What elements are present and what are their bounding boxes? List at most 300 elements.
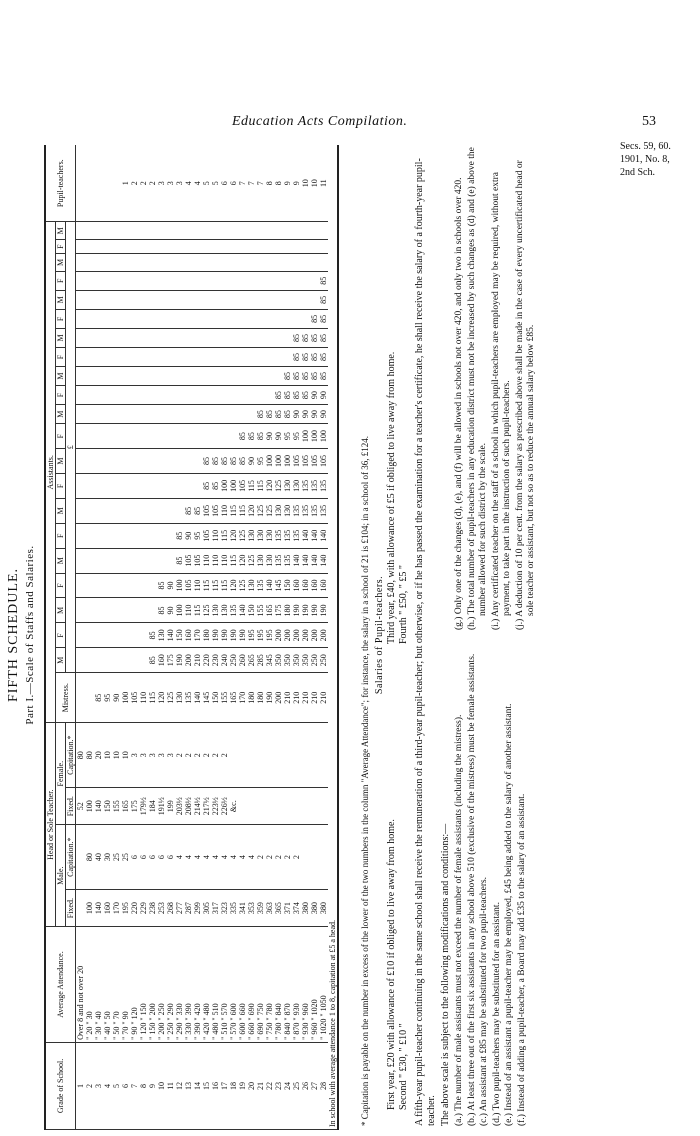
assistant-col-f: F bbox=[56, 573, 66, 598]
assistant-salary-cell bbox=[238, 347, 247, 366]
assistant-salary-cell bbox=[103, 222, 112, 240]
assistant-salary-cell bbox=[256, 254, 265, 272]
male-header: Male. bbox=[56, 825, 66, 927]
assistant-salary-cell bbox=[148, 328, 157, 347]
assistant-salary-cell bbox=[121, 548, 130, 573]
assistant-salary-cell bbox=[265, 240, 274, 254]
assistant-salary-cell bbox=[274, 271, 283, 290]
assistant-salary-cell bbox=[265, 309, 274, 328]
assistant-salary-cell bbox=[121, 347, 130, 366]
assistant-salary-cell bbox=[256, 309, 265, 328]
assistant-salary-cell bbox=[139, 386, 148, 405]
male-fixed-cell: 335 bbox=[229, 890, 238, 927]
assistant-salary-cell bbox=[157, 449, 166, 474]
assistant-col-m: M bbox=[56, 254, 66, 272]
assistant-salary-cell: 135 bbox=[301, 498, 310, 523]
grade-cell: 8 bbox=[139, 1042, 148, 1129]
assistant-salary-cell: 150 bbox=[247, 598, 256, 623]
pupil-teacher-count-cell: 11 bbox=[319, 145, 328, 222]
assistant-salary-cell: 130 bbox=[211, 598, 220, 623]
pupil-teacher-count-cell bbox=[94, 145, 103, 222]
assistant-salary-cell bbox=[94, 523, 103, 548]
assistant-salary-cell bbox=[94, 573, 103, 598]
assistant-salary-cell bbox=[103, 573, 112, 598]
pupil-teacher-count-cell: 8 bbox=[265, 145, 274, 222]
assistant-salary-cell bbox=[166, 347, 175, 366]
assistant-salary-cell bbox=[166, 254, 175, 272]
assistant-salary-cell: 135 bbox=[274, 523, 283, 548]
assistant-salary-cell bbox=[184, 309, 193, 328]
female-fixed-cell bbox=[247, 788, 256, 825]
assistant-salary-cell: 190 bbox=[292, 598, 301, 623]
assistant-salary-cell: 85 bbox=[319, 367, 328, 386]
assistant-salary-cell: 85 bbox=[148, 623, 157, 648]
assistant-salary-cell bbox=[148, 347, 157, 366]
assistant-salary-cell bbox=[193, 367, 202, 386]
assistant-salary-cell bbox=[148, 405, 157, 424]
assistant-col-f: F bbox=[56, 473, 66, 498]
assistant-salary-cell: 160 bbox=[184, 623, 193, 648]
female-fixed-cell: 140 bbox=[94, 788, 103, 825]
assistant-salary-cell: 135 bbox=[319, 498, 328, 523]
assistant-salary-cell: 135 bbox=[256, 573, 265, 598]
assistant-salary-cell: 190 bbox=[319, 598, 328, 623]
assistant-salary-cell: 200 bbox=[310, 623, 319, 648]
assistant-salary-cell bbox=[193, 449, 202, 474]
assistant-salary-cell bbox=[220, 254, 229, 272]
assistant-salary-cell bbox=[238, 309, 247, 328]
grade-cell: 23 bbox=[274, 1042, 283, 1129]
assistant-salary-cell bbox=[121, 424, 130, 449]
assistant-salary-cell: 85 bbox=[319, 271, 328, 290]
assistant-salary-cell: 110 bbox=[220, 548, 229, 573]
assistant-salary-cell bbox=[220, 309, 229, 328]
assistant-salary-cell: 140 bbox=[166, 623, 175, 648]
assistant-salary-cell: 85 bbox=[310, 347, 319, 366]
assistant-salary-cell bbox=[193, 309, 202, 328]
pupil-teachers-header: Pupil-teachers. bbox=[45, 145, 76, 222]
male-capitation-cell: 2 bbox=[283, 825, 292, 890]
assistant-salary-cell bbox=[292, 309, 301, 328]
assistant-salary-cell bbox=[292, 222, 301, 240]
table-row bbox=[202, 145, 211, 1130]
assistant-salary-cell bbox=[76, 648, 86, 673]
male-capitation-cell: 6 bbox=[148, 825, 157, 890]
assistant-salary-cell bbox=[103, 386, 112, 405]
assistant-salary-cell bbox=[166, 290, 175, 309]
assistant-col-m: M bbox=[56, 548, 66, 573]
assistant-salary-cell bbox=[76, 254, 86, 272]
assistant-salary-cell bbox=[94, 271, 103, 290]
female-fixed-cell: 184 bbox=[148, 788, 157, 825]
assistant-salary-cell bbox=[220, 367, 229, 386]
assistant-salary-cell bbox=[274, 347, 283, 366]
assistant-salary-cell bbox=[175, 386, 184, 405]
attendance-cell: " 290 " 330 bbox=[175, 927, 184, 1043]
assistant-salary-cell bbox=[157, 347, 166, 366]
assistant-salary-cell bbox=[292, 254, 301, 272]
assistant-salary-cell: 265 bbox=[247, 648, 256, 673]
pupil-teacher-years-3-4 bbox=[386, 352, 410, 644]
pupil-teacher-count-cell bbox=[103, 145, 112, 222]
male-capitation-cell: 6 bbox=[130, 825, 139, 890]
assistant-salary-cell: 85 bbox=[319, 347, 328, 366]
assistant-salary-cell bbox=[85, 523, 94, 548]
assistant-salary-cell bbox=[121, 648, 130, 673]
assistant-salary-cell bbox=[76, 328, 86, 347]
female-capitation-cell bbox=[229, 723, 238, 788]
assistant-salary-cell: 195 bbox=[247, 623, 256, 648]
assistant-salary-cell: 130 bbox=[265, 548, 274, 573]
assistant-salary-cell bbox=[121, 367, 130, 386]
assistant-salary-cell: 115 bbox=[220, 573, 229, 598]
assistant-salary-cell bbox=[130, 498, 139, 523]
assistant-salary-cell: 125 bbox=[202, 598, 211, 623]
assistant-salary-cell bbox=[211, 271, 220, 290]
assistant-salary-cell bbox=[148, 523, 157, 548]
assistant-salary-cell: 120 bbox=[229, 573, 238, 598]
assistant-salary-cell: 130 bbox=[283, 473, 292, 498]
mistress-cell bbox=[85, 673, 94, 723]
assistant-salary-cell bbox=[220, 386, 229, 405]
assistant-salary-cell bbox=[184, 367, 193, 386]
assistant-salary-cell bbox=[94, 347, 103, 366]
mistress-cell: 200 bbox=[274, 673, 283, 723]
assistant-salary-cell bbox=[256, 222, 265, 240]
assistant-salary-cell bbox=[121, 222, 130, 240]
assistant-salary-cell: 140 bbox=[319, 548, 328, 573]
assistant-salary-cell bbox=[112, 498, 121, 523]
grade-cell: 6 bbox=[121, 1042, 130, 1129]
assistant-salary-cell bbox=[103, 523, 112, 548]
running-title: Education Acts Compilation. bbox=[232, 114, 408, 129]
assistant-salary-cell bbox=[85, 386, 94, 405]
male-capitation-cell: 4 bbox=[211, 825, 220, 890]
assistant-salary-cell bbox=[211, 290, 220, 309]
page-number: 53 bbox=[642, 114, 656, 129]
assistant-salary-cell bbox=[166, 309, 175, 328]
female-capitation-cell: 3 bbox=[166, 723, 175, 788]
male-fixed-cell: 140 bbox=[94, 890, 103, 927]
assistant-salary-cell: 115 bbox=[247, 473, 256, 498]
assistant-salary-cell bbox=[157, 290, 166, 309]
assistant-salary-cell bbox=[130, 290, 139, 309]
table-row bbox=[166, 145, 175, 1130]
assistant-salary-cell: 115 bbox=[193, 598, 202, 623]
assistant-salary-cell: 110 bbox=[220, 498, 229, 523]
assistant-salary-cell bbox=[157, 309, 166, 328]
assistant-salary-cell: 135 bbox=[274, 548, 283, 573]
female-fixed-cell: 208½ bbox=[184, 788, 193, 825]
assistant-salary-cell: 85 bbox=[220, 449, 229, 474]
female-fixed-cell bbox=[274, 788, 283, 825]
assistant-salary-cell bbox=[76, 598, 86, 623]
assistant-salary-cell bbox=[94, 548, 103, 573]
assistant-salary-cell bbox=[229, 240, 238, 254]
female-capitation-cell: 10 bbox=[121, 723, 130, 788]
mistress-cell: 210 bbox=[310, 673, 319, 723]
assistant-salary-cell: 85 bbox=[193, 498, 202, 523]
mistress-cell: 170 bbox=[238, 673, 247, 723]
side-note-line: 2nd Sch. bbox=[620, 167, 655, 178]
assistant-salary-cell bbox=[94, 367, 103, 386]
female-capitation-cell bbox=[256, 723, 265, 788]
assistant-salary-cell bbox=[283, 290, 292, 309]
assistant-salary-cell bbox=[166, 367, 175, 386]
assistant-salary-cell: 85 bbox=[301, 367, 310, 386]
assistant-salary-cell bbox=[220, 271, 229, 290]
schedule-subtitle: Part I.—Scale of Staffs and Salaries. bbox=[24, 545, 36, 725]
third-year-line: Third year, £40, with allowance of £5 if obliged to live away from home. bbox=[386, 351, 397, 644]
assistant-salary-cell bbox=[112, 473, 121, 498]
female-fixed-cell: 217½ bbox=[202, 788, 211, 825]
assistant-salary-cell bbox=[247, 290, 256, 309]
attendance-cell: " 840 " 870 bbox=[283, 927, 292, 1043]
assistant-salary-cell: 135 bbox=[283, 523, 292, 548]
assistant-salary-cell bbox=[76, 405, 86, 424]
assistant-salary-cell: 240 bbox=[220, 648, 229, 673]
female-capitation-cell bbox=[310, 723, 319, 788]
assistant-salary-cell: 100 bbox=[310, 424, 319, 449]
assistant-salary-cell bbox=[103, 449, 112, 474]
assistant-col-m: M bbox=[56, 648, 66, 673]
assistant-salary-cell: 190 bbox=[175, 648, 184, 673]
attendance-cell: " 960 " 1020 bbox=[310, 927, 319, 1043]
assistant-salary-cell: 90 bbox=[184, 523, 193, 548]
assistant-salary-cell bbox=[265, 386, 274, 405]
table-row bbox=[211, 145, 220, 1130]
assistant-salary-cell: 190 bbox=[310, 598, 319, 623]
assistant-salary-cell: 130 bbox=[256, 548, 265, 573]
assistant-salary-cell bbox=[319, 222, 328, 240]
assistant-salary-cell: 175 bbox=[166, 648, 175, 673]
assistant-salary-cell: 350 bbox=[292, 648, 301, 673]
assistant-salary-cell bbox=[94, 405, 103, 424]
assistant-salary-cell bbox=[76, 473, 86, 498]
assistant-salary-cell bbox=[157, 405, 166, 424]
assistant-salary-cell bbox=[76, 424, 86, 449]
assistant-salary-cell bbox=[121, 240, 130, 254]
assistant-salary-cell bbox=[130, 309, 139, 328]
grade-cell: 19 bbox=[238, 1042, 247, 1129]
assistant-salary-cell bbox=[85, 473, 94, 498]
female-fixed-cell bbox=[319, 788, 328, 825]
female-fixed-cell bbox=[256, 788, 265, 825]
assistant-salary-cell bbox=[184, 240, 193, 254]
assistant-salary-cell bbox=[139, 623, 148, 648]
male-fixed-cell: 374 bbox=[292, 890, 301, 927]
grade-cell: 3 bbox=[94, 1042, 103, 1129]
assistant-salary-cell: 85 bbox=[301, 386, 310, 405]
assistant-col-m: M bbox=[56, 498, 66, 523]
female-fixed-cell: 223½ bbox=[211, 788, 220, 825]
grade-cell: 13 bbox=[184, 1042, 193, 1129]
mistress-cell: 125 bbox=[166, 673, 175, 723]
assistant-salary-cell: 105 bbox=[319, 449, 328, 474]
assistant-col-m: M bbox=[56, 328, 66, 347]
assistant-salary-cell bbox=[112, 290, 121, 309]
assistant-salary-cell bbox=[103, 623, 112, 648]
assistant-salary-cell bbox=[112, 424, 121, 449]
assistant-salary-cell bbox=[166, 386, 175, 405]
assistant-salary-cell bbox=[130, 240, 139, 254]
assistant-salary-cell bbox=[256, 367, 265, 386]
assistant-salary-cell bbox=[157, 254, 166, 272]
mistress-cell: 120 bbox=[157, 673, 166, 723]
male-fixed-cell: 341 bbox=[238, 890, 247, 927]
female-capitation-cell: 80 bbox=[85, 723, 94, 788]
assistant-salary-cell bbox=[112, 523, 121, 548]
assistant-salary-cell bbox=[175, 405, 184, 424]
assistant-salary-cell bbox=[148, 598, 157, 623]
assistant-salary-cell: 130 bbox=[247, 523, 256, 548]
male-fixed-cell: 323 bbox=[220, 890, 229, 927]
assistant-salary-cell bbox=[157, 548, 166, 573]
assistant-salary-cell: 250 bbox=[310, 648, 319, 673]
assistant-salary-cell bbox=[220, 424, 229, 449]
assistant-salary-cell: 85 bbox=[238, 424, 247, 449]
table-row bbox=[76, 145, 86, 1130]
assistant-salary-cell: 85 bbox=[310, 309, 319, 328]
female-capitation-cell bbox=[319, 723, 328, 788]
assistant-salary-cell bbox=[211, 254, 220, 272]
assistant-salary-cell bbox=[193, 271, 202, 290]
assistant-salary-cell: 85 bbox=[247, 424, 256, 449]
assistant-salary-cell: 160 bbox=[157, 648, 166, 673]
mistress-cell: 165 bbox=[229, 673, 238, 723]
assistant-salary-cell bbox=[130, 386, 139, 405]
assistant-salary-cell bbox=[130, 648, 139, 673]
assistant-salary-cell bbox=[85, 548, 94, 573]
assistant-salary-cell bbox=[85, 222, 94, 240]
assistant-salary-cell bbox=[139, 573, 148, 598]
assistant-salary-cell bbox=[247, 309, 256, 328]
assistant-salary-cell: 135 bbox=[301, 473, 310, 498]
assistant-salary-cell bbox=[166, 328, 175, 347]
assistant-salary-cell bbox=[202, 424, 211, 449]
female-fixed-cell: 226½ bbox=[220, 788, 229, 825]
assistant-salary-cell bbox=[76, 548, 86, 573]
pupil-teacher-count-cell: 7 bbox=[247, 145, 256, 222]
assistant-salary-cell: 85 bbox=[310, 367, 319, 386]
mistress-header: Mistress. bbox=[56, 673, 76, 723]
assistant-salary-cell bbox=[148, 498, 157, 523]
assistant-salary-cell bbox=[130, 328, 139, 347]
grade-cell: 22 bbox=[265, 1042, 274, 1129]
assistant-col-m: M bbox=[56, 367, 66, 386]
fourth-year-line: Fourth " £50, " £5 " bbox=[398, 565, 409, 644]
running-head bbox=[0, 114, 700, 136]
male-fixed-cell: 277 bbox=[175, 890, 184, 927]
assistant-salary-cell bbox=[184, 254, 193, 272]
assistant-salary-cell: 85 bbox=[292, 347, 301, 366]
female-capitation-cell: 2 bbox=[220, 723, 229, 788]
assistant-salary-cell bbox=[184, 347, 193, 366]
assistant-salary-cell: 200 bbox=[319, 623, 328, 648]
assistant-salary-cell bbox=[166, 498, 175, 523]
female-capitation-cell: 80 bbox=[76, 723, 86, 788]
assistant-salary-cell: 140 bbox=[265, 573, 274, 598]
assistant-salary-cell bbox=[193, 405, 202, 424]
attendance-cell: Over 8 and not over 20 bbox=[76, 927, 86, 1043]
assistant-salary-cell bbox=[112, 449, 121, 474]
grade-cell: 28 bbox=[319, 1042, 328, 1129]
assistant-salary-cell bbox=[112, 328, 121, 347]
assistant-salary-cell: 140 bbox=[301, 548, 310, 573]
male-fixed-cell: 353 bbox=[247, 890, 256, 927]
assistant-salary-cell bbox=[256, 328, 265, 347]
assistant-salary-cell bbox=[103, 405, 112, 424]
mistress-cell: 145 bbox=[202, 673, 211, 723]
grade-cell: 1 bbox=[76, 1042, 86, 1129]
assistant-salary-cell: 100 bbox=[220, 473, 229, 498]
pupil-teacher-count-cell: 4 bbox=[184, 145, 193, 222]
pupil-teacher-count-cell: 3 bbox=[157, 145, 166, 222]
assistant-salary-cell: 200 bbox=[292, 623, 301, 648]
assistant-col-f: F bbox=[56, 347, 66, 366]
assistant-salary-cell: 120 bbox=[238, 548, 247, 573]
assistant-salary-cell: 85 bbox=[310, 328, 319, 347]
pupil-teacher-count-cell: 9 bbox=[283, 145, 292, 222]
assistant-salary-cell bbox=[175, 367, 184, 386]
assistant-salary-cell bbox=[85, 254, 94, 272]
grade-cell: 18 bbox=[229, 1042, 238, 1129]
assistant-salary-cell: 140 bbox=[301, 523, 310, 548]
grade-cell: 14 bbox=[193, 1042, 202, 1129]
assistant-salary-cell bbox=[85, 623, 94, 648]
assistant-salary-cell bbox=[76, 498, 86, 523]
assistant-salary-cell: 90 bbox=[265, 424, 274, 449]
assistant-salary-cell bbox=[85, 648, 94, 673]
mistress-cell: 210 bbox=[283, 673, 292, 723]
assistant-salary-cell: 85 bbox=[202, 449, 211, 474]
assistant-salary-cell: 125 bbox=[274, 473, 283, 498]
assistant-salary-cell bbox=[229, 386, 238, 405]
side-note-line: Secs. 59, 60. bbox=[620, 141, 671, 152]
female-capitation-cell bbox=[292, 723, 301, 788]
assistant-salary-cell: 125 bbox=[238, 573, 247, 598]
female-fixed-cell: 165 bbox=[121, 788, 130, 825]
assistant-salary-cell: 130 bbox=[220, 598, 229, 623]
assistant-salary-cell bbox=[130, 523, 139, 548]
female-capitation-cell: 3 bbox=[139, 723, 148, 788]
assistant-salary-cell: 85 bbox=[292, 328, 301, 347]
assistant-salary-cell bbox=[85, 347, 94, 366]
assistant-salary-cell bbox=[157, 386, 166, 405]
assistant-salary-cell bbox=[238, 328, 247, 347]
assistant-salary-cell bbox=[301, 240, 310, 254]
assistant-salary-cell bbox=[166, 405, 175, 424]
assistant-salary-cell: 285 bbox=[256, 648, 265, 673]
assistant-salary-cell bbox=[175, 449, 184, 474]
attendance-cell: " 200 " 250 bbox=[157, 927, 166, 1043]
mistress-cell: 180 bbox=[256, 673, 265, 723]
assistant-salary-cell: 90 bbox=[310, 386, 319, 405]
assistant-salary-cell bbox=[85, 449, 94, 474]
assistant-salary-cell bbox=[310, 254, 319, 272]
assistant-salary-cell bbox=[112, 405, 121, 424]
attendance-cell: " 420 " 480 bbox=[202, 927, 211, 1043]
assistant-salary-cell bbox=[175, 222, 184, 240]
condition-item: (c.) An assistant at £85 may be substituted for two pupil-teachers. bbox=[479, 876, 489, 1126]
assistant-salary-cell bbox=[130, 271, 139, 290]
attendance-cell: " 390 " 420 bbox=[193, 927, 202, 1043]
assistant-salary-cell bbox=[139, 290, 148, 309]
male-fixed-header: Fixed. bbox=[66, 890, 76, 927]
assistant-salary-cell: 85 bbox=[319, 309, 328, 328]
attendance-cell: " 480 " 510 bbox=[211, 927, 220, 1043]
assistant-salary-cell bbox=[121, 498, 130, 523]
